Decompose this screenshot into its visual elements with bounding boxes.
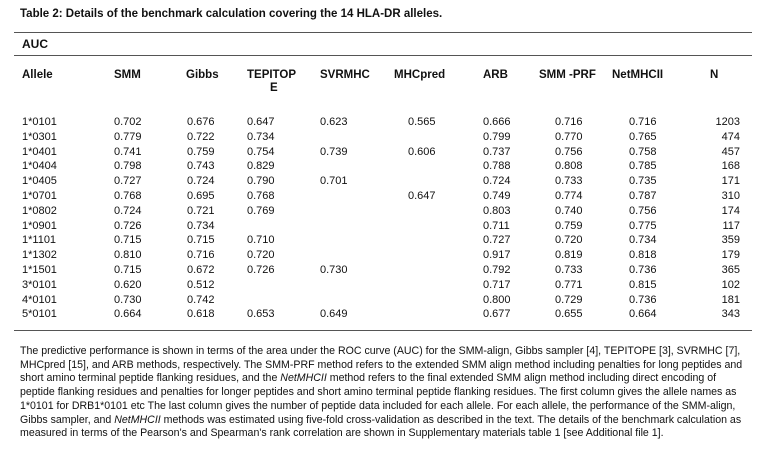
- cell-svrmhc: 0.730: [320, 264, 348, 276]
- cell-tepitope: 0.647: [247, 116, 275, 128]
- cell-allele: 3*0101: [22, 278, 57, 291]
- cell-allele: 5*0101: [22, 308, 57, 321]
- cell-arb: 0.799: [483, 130, 511, 143]
- cell-smm-prf: 0.733: [555, 175, 583, 188]
- col-header-n: N: [710, 69, 719, 81]
- cell-arb: 0.749: [483, 190, 511, 202]
- cell-netmhcii: 0.775: [629, 219, 657, 232]
- col-header-netmhcii: NetMHCII: [612, 69, 664, 81]
- cell-gibbs: 0.721: [187, 204, 215, 217]
- cell-smm: 0.779: [114, 130, 142, 143]
- cell-n: 474: [721, 130, 740, 143]
- cell-smm: 0.798: [114, 160, 142, 173]
- cell-smm: 0.620: [114, 278, 142, 291]
- cell-netmhcii: 0.815: [629, 278, 657, 291]
- cell-gibbs: 0.715: [187, 234, 215, 247]
- cell-smm-prf: 0.819: [555, 249, 583, 262]
- cell-arb: 0.792: [483, 264, 511, 276]
- cell-smm: 0.810: [114, 249, 142, 262]
- cell-gibbs: 0.742: [187, 293, 215, 306]
- cell-tepitope: 0.710: [247, 234, 275, 247]
- cell-smm-prf: 0.733: [555, 264, 583, 276]
- cell-smm-prf: 0.720: [555, 234, 583, 247]
- auc-rule: [14, 55, 752, 56]
- cell-n: 359: [721, 234, 740, 247]
- cell-mhcpred: 0.565: [408, 116, 436, 128]
- cell-gibbs: 0.618: [187, 308, 215, 321]
- cell-tepitope: 0.754: [247, 145, 275, 158]
- footnote-part-2: method refers to the final extended SMM align method including direct encoding of peptide flanking residues and penalties for longer peptides and short amino terminal peptide flanking residues. The first column gives the allele names as 1*0101 for DRB1*0101 etc The last column gives the number of peptide data included for each allele. For each allele, the performance of the SMM-align, Gibbs sampler, and: [20, 372, 737, 426]
- cell-netmhcii: 0.734: [629, 234, 657, 247]
- cell-allele: 1*0401: [22, 145, 57, 158]
- cell-gibbs: 0.695: [187, 190, 215, 202]
- cell-smm: 0.727: [114, 175, 142, 188]
- cell-gibbs: 0.724: [187, 175, 215, 188]
- cell-mhcpred: 0.647: [408, 190, 436, 202]
- cell-tepitope: 0.734: [247, 130, 275, 143]
- cell-allele: 1*1302: [22, 249, 57, 262]
- cell-tepitope: 0.653: [247, 308, 275, 321]
- cell-smm-prf: 0.774: [555, 190, 583, 202]
- cell-smm-prf: 0.729: [555, 293, 583, 306]
- footnote-part-3: methods was estimated using five-fold cross-validation as described in the text. The details of the benchmark calculation as measured in terms of the Pearson's and Spearman's rank correlation are shown in Supplementary materials table 1 [see Additional file 1].: [20, 413, 742, 440]
- cell-gibbs: 0.722: [187, 130, 215, 143]
- cell-netmhcii: 0.758: [629, 145, 657, 158]
- col-header-svrmhc: SVRMHC: [320, 69, 370, 81]
- cell-netmhcii: 0.735: [629, 175, 657, 188]
- cell-gibbs: 0.743: [187, 160, 215, 173]
- cell-allele: 1*0901: [22, 219, 57, 232]
- cell-allele: 1*1501: [22, 264, 57, 276]
- cell-mhcpred: 0.606: [408, 145, 436, 158]
- cell-netmhcii: 0.736: [629, 264, 657, 276]
- cell-netmhcii: 0.664: [629, 308, 657, 321]
- cell-arb: 0.711: [483, 219, 510, 232]
- cell-arb: 0.917: [483, 249, 511, 262]
- cell-tepitope: 0.790: [247, 175, 275, 188]
- cell-arb: 0.666: [483, 116, 511, 128]
- cell-gibbs: 0.716: [187, 249, 215, 262]
- cell-tepitope: 0.768: [247, 190, 275, 202]
- cell-smm: 0.715: [114, 234, 142, 247]
- cell-n: 168: [721, 160, 740, 173]
- cell-n: 457: [721, 145, 740, 158]
- col-header-gibbs: Gibbs: [186, 69, 219, 81]
- cell-n: 1203: [715, 116, 740, 128]
- col-header-smm: SMM: [114, 69, 141, 81]
- cell-allele: 1*0301: [22, 130, 57, 143]
- cell-allele: 1*1101: [22, 234, 57, 247]
- cell-svrmhc: 0.649: [320, 308, 348, 321]
- cell-arb: 0.717: [483, 278, 511, 291]
- cell-smm-prf: 0.740: [555, 204, 583, 217]
- cell-n: 102: [721, 278, 740, 291]
- cell-netmhcii: 0.756: [629, 204, 657, 217]
- cell-smm-prf: 0.759: [555, 219, 583, 232]
- cell-n: 179: [721, 249, 740, 262]
- cell-allele: 1*0701: [22, 190, 57, 202]
- cell-allele: 1*0101: [22, 116, 57, 128]
- cell-arb: 0.803: [483, 204, 511, 217]
- cell-netmhcii: 0.716: [629, 116, 657, 128]
- cell-smm: 0.768: [114, 190, 142, 202]
- cell-gibbs: 0.676: [187, 116, 215, 128]
- cell-smm-prf: 0.770: [555, 130, 583, 143]
- cell-smm: 0.726: [114, 219, 142, 232]
- footnote-netmhcii-1: NetMHCII: [280, 372, 327, 385]
- cell-smm-prf: 0.756: [555, 145, 583, 158]
- cell-smm-prf: 0.771: [555, 278, 583, 291]
- cell-arb: 0.800: [483, 293, 511, 306]
- cell-smm: 0.730: [114, 293, 142, 306]
- cell-smm: 0.724: [114, 204, 142, 217]
- cell-smm: 0.664: [114, 308, 142, 321]
- col-header-tepitope: TEPITOP: [247, 69, 296, 81]
- cell-n: 117: [722, 219, 740, 232]
- top-rule: [14, 32, 752, 33]
- auc-label: AUC: [22, 37, 48, 51]
- col-header-tepitope-wrap: E: [270, 82, 278, 94]
- cell-arb: 0.737: [483, 145, 511, 158]
- cell-svrmhc: 0.701: [320, 175, 348, 188]
- cell-allele: 4*0101: [22, 293, 57, 306]
- cell-smm-prf: 0.655: [555, 308, 583, 321]
- cell-gibbs: 0.512: [187, 278, 215, 291]
- col-header-allele: Allele: [22, 69, 53, 81]
- cell-smm: 0.741: [114, 145, 142, 158]
- table-title: Table 2: Details of the benchmark calculation covering the 14 HLA-DR alleles.: [20, 8, 443, 20]
- cell-arb: 0.724: [483, 175, 511, 188]
- cell-smm-prf: 0.808: [555, 160, 583, 173]
- cell-allele: 1*0405: [22, 175, 57, 188]
- bottom-rule: [14, 330, 752, 331]
- cell-n: 365: [721, 264, 740, 276]
- cell-netmhcii: 0.736: [629, 293, 657, 306]
- cell-arb: 0.677: [483, 308, 511, 321]
- col-header-smm-prf: SMM -PRF: [539, 69, 596, 81]
- col-header-mhcpred: MHCpred: [394, 69, 446, 81]
- cell-tepitope: 0.769: [247, 204, 275, 217]
- cell-tepitope: 0.726: [247, 264, 275, 276]
- footnote-netmhcii-2: NetMHCII: [114, 413, 161, 426]
- table-footnote: [20, 345, 752, 441]
- cell-arb: 0.788: [483, 160, 511, 173]
- cell-smm: 0.702: [114, 116, 142, 128]
- cell-allele: 1*0802: [22, 204, 57, 217]
- cell-gibbs: 0.672: [187, 264, 215, 276]
- col-header-arb: ARB: [483, 69, 508, 81]
- cell-tepitope: 0.720: [247, 249, 275, 262]
- cell-smm-prf: 0.716: [555, 116, 583, 128]
- cell-n: 310: [721, 190, 740, 202]
- cell-netmhcii: 0.818: [629, 249, 657, 262]
- cell-n: 343: [721, 308, 740, 321]
- cell-gibbs: 0.734: [187, 219, 215, 232]
- cell-allele: 1*0404: [22, 160, 57, 173]
- cell-n: 181: [721, 293, 740, 306]
- cell-tepitope: 0.829: [247, 160, 275, 173]
- cell-n: 174: [721, 204, 740, 217]
- cell-smm: 0.715: [114, 264, 142, 276]
- cell-arb: 0.727: [483, 234, 511, 247]
- cell-gibbs: 0.759: [187, 145, 215, 158]
- cell-netmhcii: 0.765: [629, 130, 657, 143]
- cell-n: 171: [721, 175, 740, 188]
- cell-netmhcii: 0.787: [629, 190, 657, 202]
- footnote-part-1: The predictive performance is shown in terms of the area under the ROC curve (AUC) for the SMM-align, Gibbs sampler [4], TEPITOPE [3], SVRMHC [7], MHCpred [15], and ARB methods, respectively. The SMM-PRF method refers to the extended SMM align method including penalties for long peptides and short amino terminal peptide flanking residues, and the: [20, 345, 743, 385]
- cell-svrmhc: 0.623: [320, 116, 348, 128]
- cell-svrmhc: 0.739: [320, 145, 348, 158]
- cell-netmhcii: 0.785: [629, 160, 657, 173]
